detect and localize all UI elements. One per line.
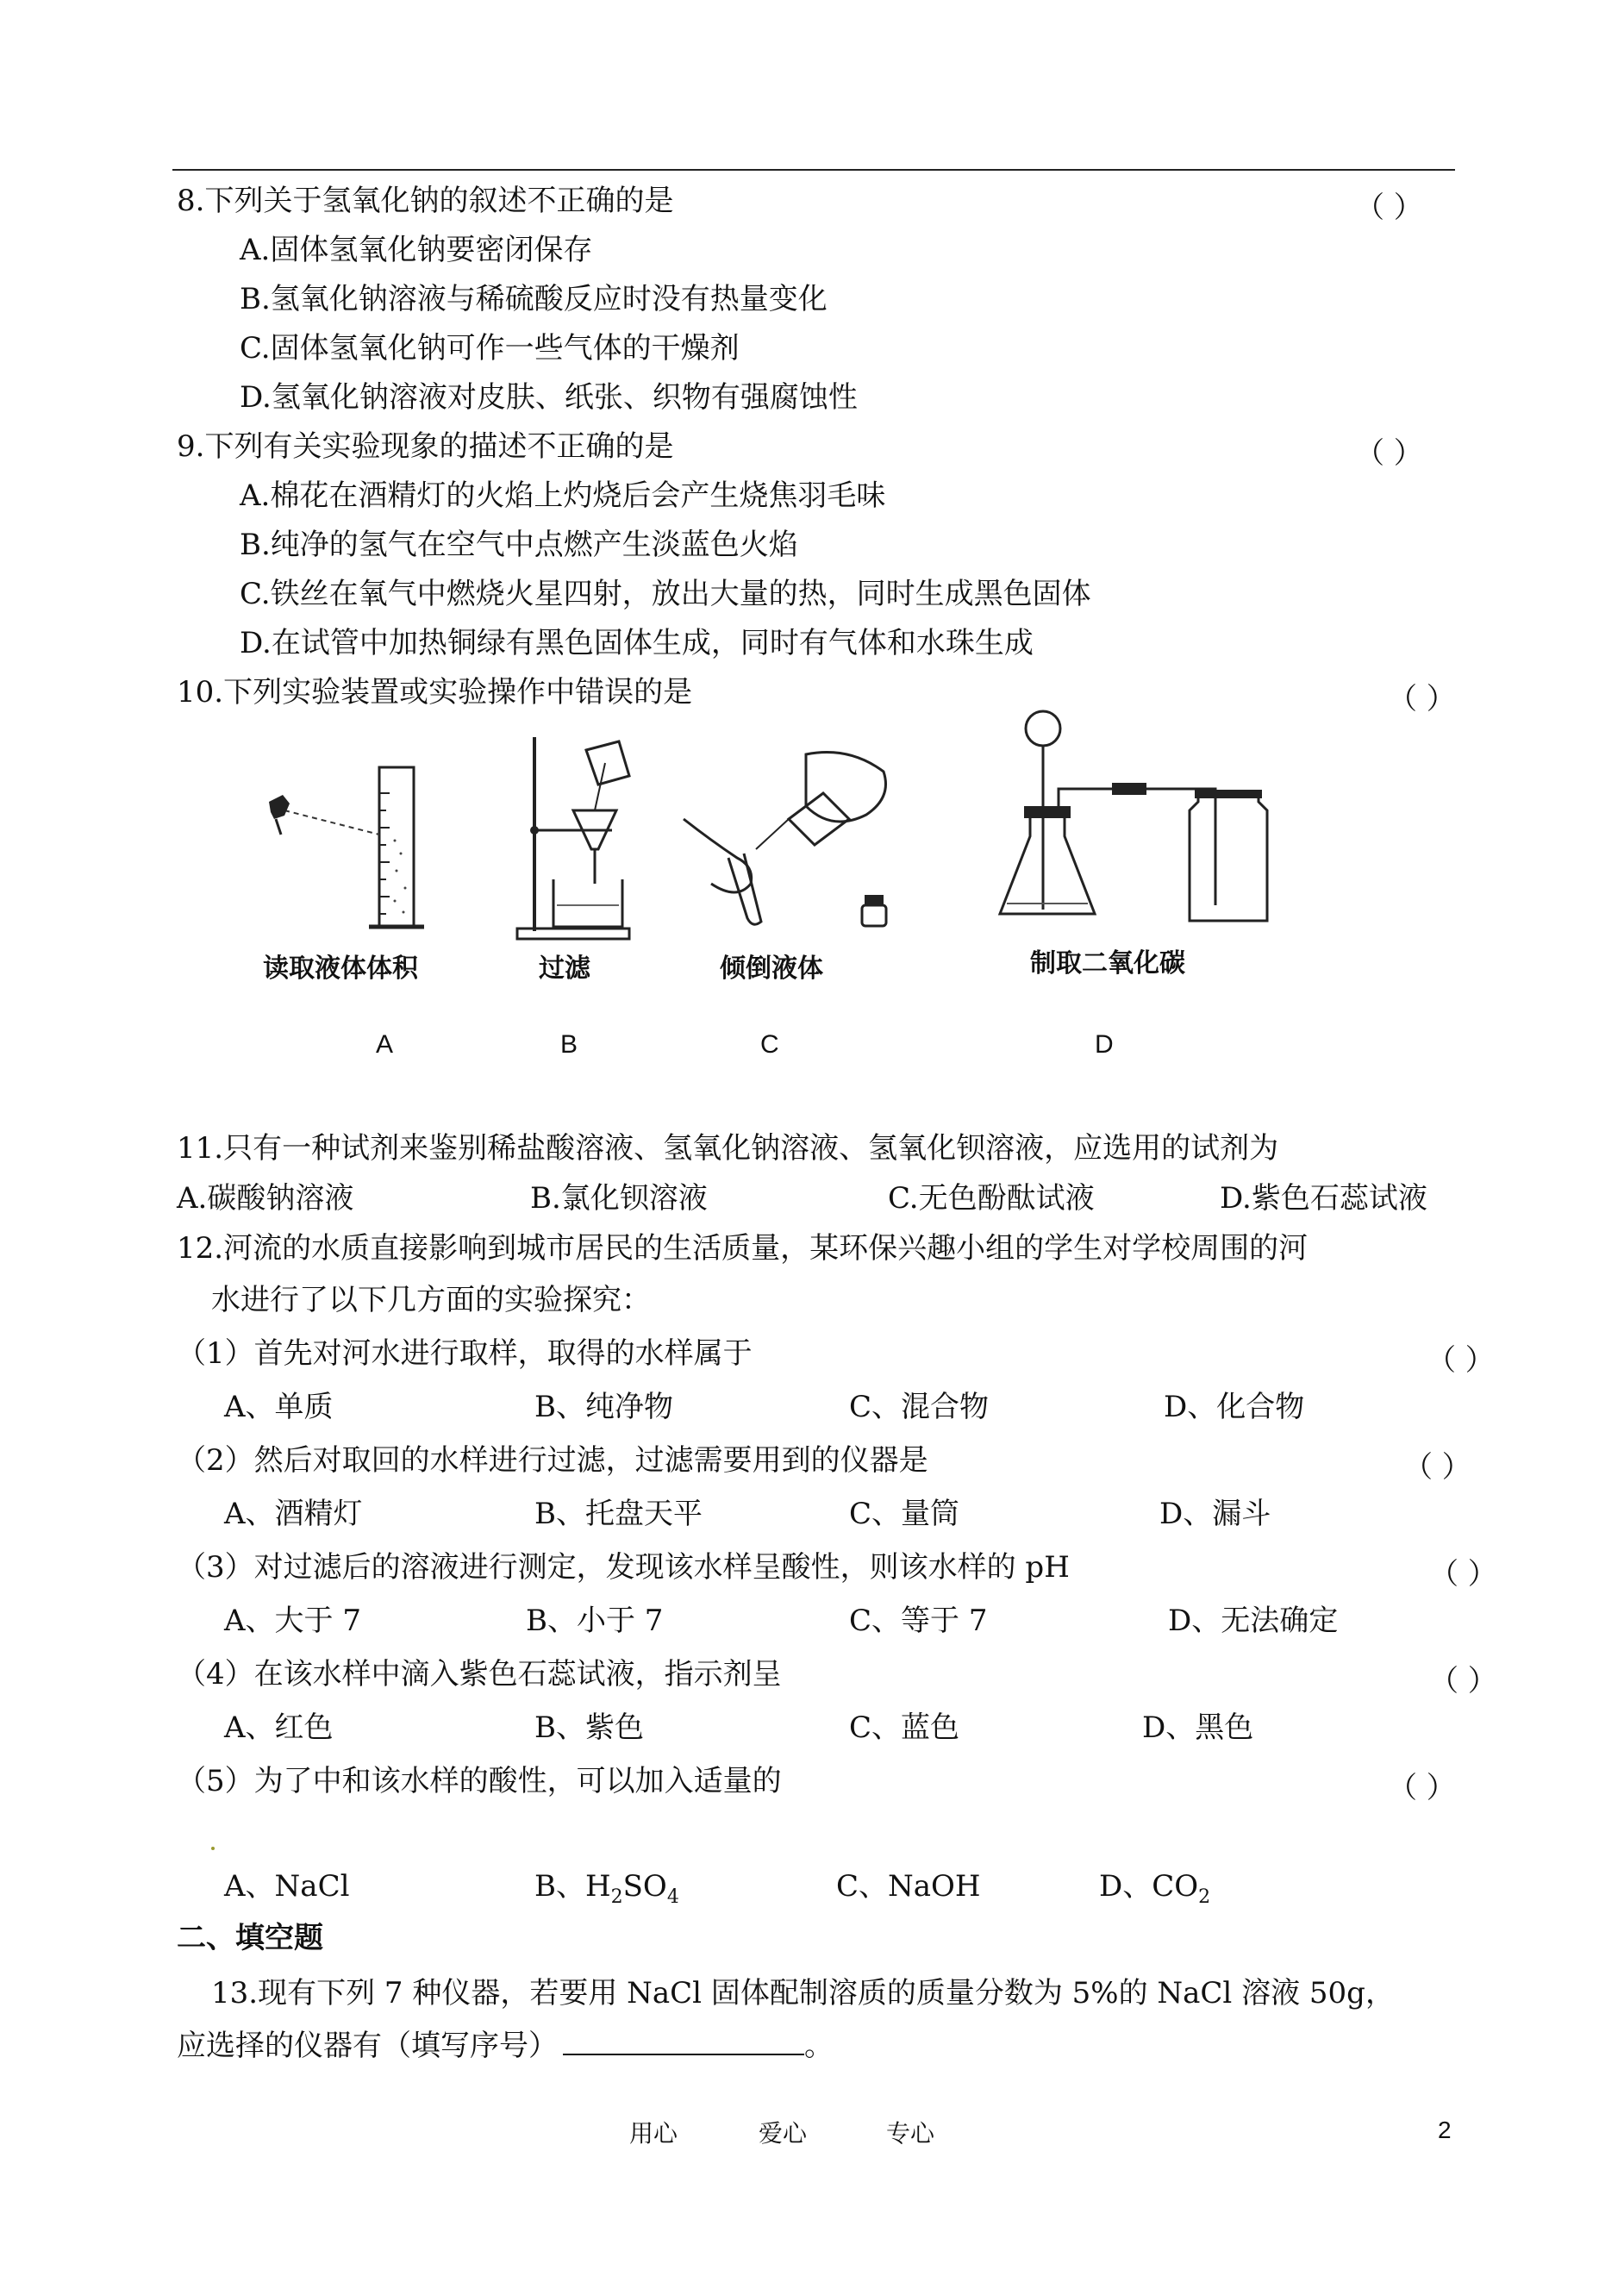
q9-stem: 9.下列有关实验现象的描述不正确的是 xyxy=(177,429,674,464)
q9-option-d: D.在试管中加热铜绿有黑色固体生成，同时有气体和水珠生成 xyxy=(240,626,1034,660)
q12-sub3-option-d: D、无法确定 xyxy=(1168,1604,1339,1638)
q12-sub5-option-c: C、NaOH xyxy=(836,1869,981,1904)
q10-stem: 10.下列实验装置或实验操作中错误的是 xyxy=(177,675,693,710)
figure-co2-generator xyxy=(991,707,1284,931)
page-number: 2 xyxy=(1438,2117,1452,2143)
q12-sub5-option-d: D、$CO_2$ xyxy=(1099,1869,1211,1908)
q12-sub3-bracket: （ ） xyxy=(1429,1557,1497,1591)
q11-option-d: D.紫色石蕊试液 xyxy=(1220,1181,1427,1216)
q12-sub2-stem: （2）然后对取回的水样进行过滤，过滤需要用到的仪器是 xyxy=(177,1443,928,1478)
q13-answer-blank[interactable] xyxy=(563,2028,804,2055)
figure-a-caption: 读取液体体积 xyxy=(263,954,418,983)
figure-d-letter: D xyxy=(1095,1030,1114,1059)
q10-answer-bracket: （ ） xyxy=(1388,682,1456,716)
q12-sub1-bracket: （ ） xyxy=(1427,1343,1495,1378)
figure-d-caption: 制取二氧化碳 xyxy=(1030,949,1185,978)
q12-sub3-option-c: C、等于 7 xyxy=(849,1604,988,1638)
q8-option-c: C.固体氢氧化钠可作一些气体的干燥剂 xyxy=(240,331,740,366)
figure-c-letter: C xyxy=(760,1030,779,1059)
q9-answer-bracket: （ ） xyxy=(1355,436,1423,471)
q12-sub4-stem: （4）在该水样中滴入紫色石蕊试液，指示剂呈 xyxy=(177,1657,782,1692)
q12-sub1-option-b: B、纯净物 xyxy=(534,1390,673,1424)
q12-sub4-option-d: D、黑色 xyxy=(1142,1710,1254,1745)
q11-option-c: C.无色酚酞试液 xyxy=(888,1181,1095,1216)
q12-sub5-stem: （5）为了中和该水样的酸性，可以加入适量的 xyxy=(177,1764,782,1798)
q12-sub4-option-c: C、蓝色 xyxy=(849,1710,960,1745)
q12-stem-line1: 12.河流的水质直接影响到城市居民的生活质量，某环保兴趣小组的学生对学校周围的河 xyxy=(177,1231,1309,1266)
q12-sub2-option-c: C、量筒 xyxy=(849,1497,960,1531)
q8-option-d: D.氢氧化钠溶液对皮肤、纸张、织物有强腐蚀性 xyxy=(240,380,858,415)
q12-stem-line2: 水进行了以下几方面的实验探究： xyxy=(211,1283,651,1317)
q8-stem: 8.下列关于氢氧化钠的叙述不正确的是 xyxy=(177,184,674,218)
figure-b-caption: 过滤 xyxy=(539,954,590,983)
q11-option-a: A.碳酸钠溶液 xyxy=(177,1181,354,1216)
footer-word-2: 爱心 xyxy=(759,2119,808,2148)
q12-sub3-stem: （3）对过滤后的溶液进行测定，发现该水样呈酸性，则该水样的 pH xyxy=(177,1550,1070,1585)
figure-filtration-apparatus xyxy=(509,729,638,944)
q12-sub4-bracket: （ ） xyxy=(1429,1664,1497,1698)
figure-c-caption: 倾倒液体 xyxy=(720,954,823,983)
q12-sub5-option-b: B、$H_2SO_4$ xyxy=(534,1869,679,1908)
q12-sub2-bracket: （ ） xyxy=(1403,1450,1471,1485)
q8-option-b: B.氢氧化钠溶液与稀硫酸反应时没有热量变化 xyxy=(240,282,828,316)
header-rule xyxy=(172,169,1455,171)
q12-sub1-stem: （1）首先对河水进行取样，取得的水样属于 xyxy=(177,1336,753,1371)
q12-sub3-option-a: A、大于 7 xyxy=(224,1604,361,1638)
q11-stem: 11.只有一种试剂来鉴别稀盐酸溶液、氢氧化钠溶液、氢氧化钡溶液，应选用的试剂为 xyxy=(177,1131,1279,1166)
figure-a-letter: A xyxy=(376,1030,394,1059)
q12-sub5-bracket: （ ） xyxy=(1388,1771,1456,1805)
footer-word-3: 专心 xyxy=(886,2119,935,2148)
figure-graduated-cylinder xyxy=(259,759,448,944)
stray-mark xyxy=(211,1847,215,1850)
q12-sub2-option-d: D、漏斗 xyxy=(1159,1497,1271,1531)
q12-sub3-option-b: B、小于 7 xyxy=(526,1604,664,1638)
q12-sub2-option-b: B、托盘天平 xyxy=(534,1497,703,1531)
q12-sub2-option-a: A、酒精灯 xyxy=(224,1497,363,1531)
q9-option-a: A.棉花在酒精灯的火焰上灼烧后会产生烧焦羽毛味 xyxy=(240,478,886,513)
q8-option-a: A.固体氢氧化钠要密闭保存 xyxy=(240,233,593,267)
section-heading-fill-in: 二、填空题 xyxy=(177,1921,323,1955)
figure-b-letter: B xyxy=(560,1030,578,1059)
q12-sub1-option-d: D、化合物 xyxy=(1164,1390,1305,1424)
q12-sub4-option-b: B、紫色 xyxy=(534,1710,644,1745)
q9-option-b: B.纯净的氢气在空气中点燃产生淡蓝色火焰 xyxy=(240,528,798,562)
q12-sub1-option-c: C、混合物 xyxy=(849,1390,990,1424)
q11-option-b: B.氯化钡溶液 xyxy=(530,1181,708,1216)
q13-line2: 应选择的仪器有（填写序号） 。 xyxy=(177,2029,834,2063)
q12-sub1-option-a: A、单质 xyxy=(224,1390,334,1424)
q12-sub5-option-a: A、NaCl xyxy=(224,1869,350,1904)
q8-answer-bracket: （ ） xyxy=(1355,191,1423,225)
figure-pouring-liquid xyxy=(677,737,901,944)
q12-sub4-option-a: A、红色 xyxy=(224,1710,334,1745)
q13-line1: 13.现有下列 7 种仪器，若要用 NaCl 固体配制溶质的质量分数为 5%的 NaCl 溶液 50g， xyxy=(211,1976,1395,2010)
footer-word-1: 用心 xyxy=(629,2119,678,2148)
q9-option-c: C.铁丝在氧气中燃烧火星四射，放出大量的热，同时生成黑色固体 xyxy=(240,577,1091,611)
